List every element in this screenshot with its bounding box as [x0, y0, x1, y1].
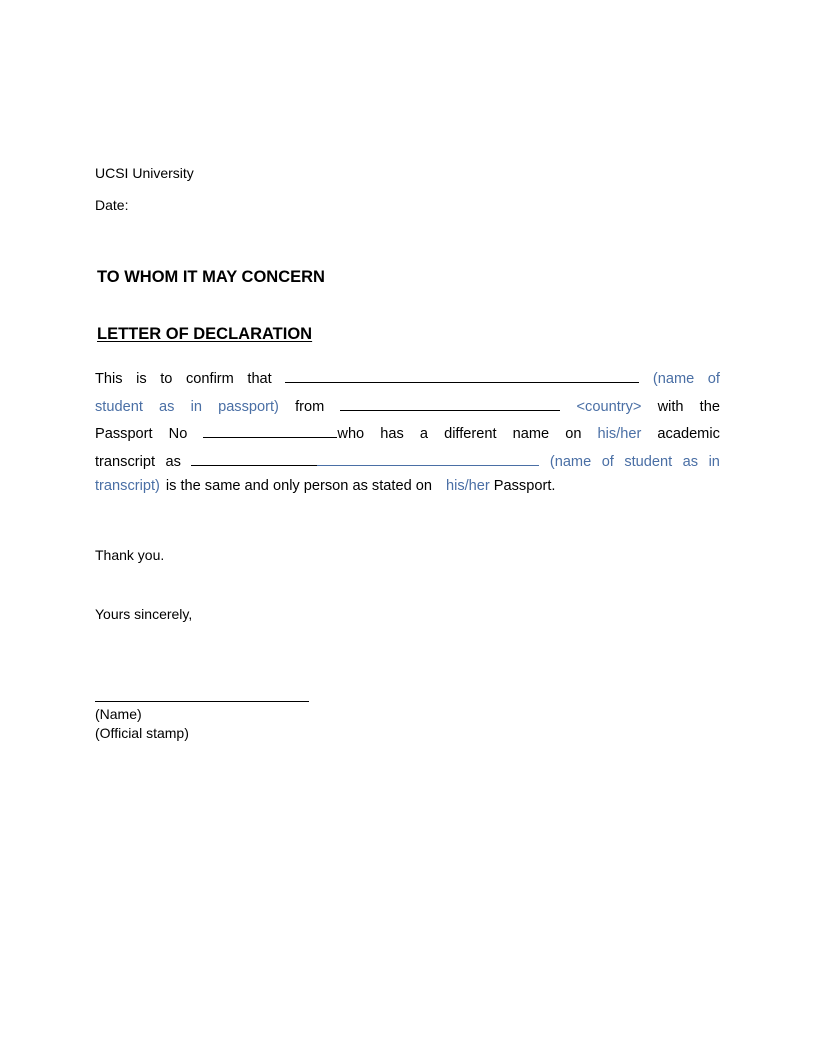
letter-title: LETTER OF DECLARATION — [97, 325, 313, 343]
placeholder-hint: student — [624, 454, 673, 470]
country-placeholder: <country> — [576, 399, 642, 415]
word: to — [160, 371, 173, 387]
word: that — [247, 371, 272, 387]
paragraph-line — [95, 451, 720, 469]
word: as — [165, 454, 181, 470]
placeholder-hint: of — [601, 454, 614, 470]
word: on — [565, 426, 582, 442]
word: the — [699, 399, 720, 415]
word: is — [136, 371, 147, 387]
signature-line — [95, 701, 309, 702]
word: confirm — [185, 371, 234, 387]
word: Passport. — [493, 478, 556, 494]
word: who — [337, 426, 365, 442]
organization-name: UCSI University — [95, 165, 194, 181]
placeholder-hint: in — [190, 399, 202, 415]
placeholder-hint: transcript) — [95, 478, 160, 494]
placeholder-hint: in — [708, 454, 720, 470]
word: Passport — [95, 426, 153, 442]
transcript-name-blank — [191, 451, 539, 470]
pronoun-placeholder: his/her — [445, 478, 490, 494]
pronoun-placeholder: his/her — [597, 426, 642, 442]
transcript-name-blank-part — [191, 451, 317, 466]
placeholder-hint: of — [707, 371, 720, 387]
signature-name-label: (Name) — [95, 706, 142, 722]
placeholder-hint: student — [95, 399, 143, 415]
placeholder-hint: as — [159, 399, 175, 415]
word: from — [295, 399, 325, 415]
word: name — [512, 426, 550, 442]
paragraph-line — [95, 478, 720, 496]
placeholder-hint: (name — [549, 454, 592, 470]
word: No — [168, 426, 188, 442]
paragraph-line — [95, 423, 720, 441]
paragraph-line — [95, 396, 720, 414]
word: transcript — [95, 454, 156, 470]
word: academic — [657, 426, 720, 442]
official-stamp-label: (Official stamp) — [95, 725, 189, 741]
salutation: TO WHOM IT MAY CONCERN — [97, 268, 325, 286]
word: has — [380, 426, 404, 442]
transcript-name-blank-part — [317, 451, 539, 466]
yours-sincerely: Yours sincerely, — [95, 606, 193, 622]
word: different — [444, 426, 497, 442]
sentence-text: is the same and only person as stated on — [165, 478, 432, 494]
passport-number-group — [203, 423, 364, 442]
word: a — [419, 426, 428, 442]
country-blank — [340, 396, 560, 411]
placeholder-hint: as — [682, 454, 699, 470]
student-name-passport-blank — [285, 368, 639, 383]
word: This — [95, 371, 123, 387]
thank-you: Thank you. — [95, 547, 165, 563]
passport-number-blank — [203, 423, 337, 438]
date-label: Date: — [95, 197, 129, 213]
placeholder-hint: passport) — [218, 399, 279, 415]
placeholder-hint: (name — [652, 371, 695, 387]
word: with — [657, 399, 684, 415]
paragraph-line — [95, 368, 720, 386]
